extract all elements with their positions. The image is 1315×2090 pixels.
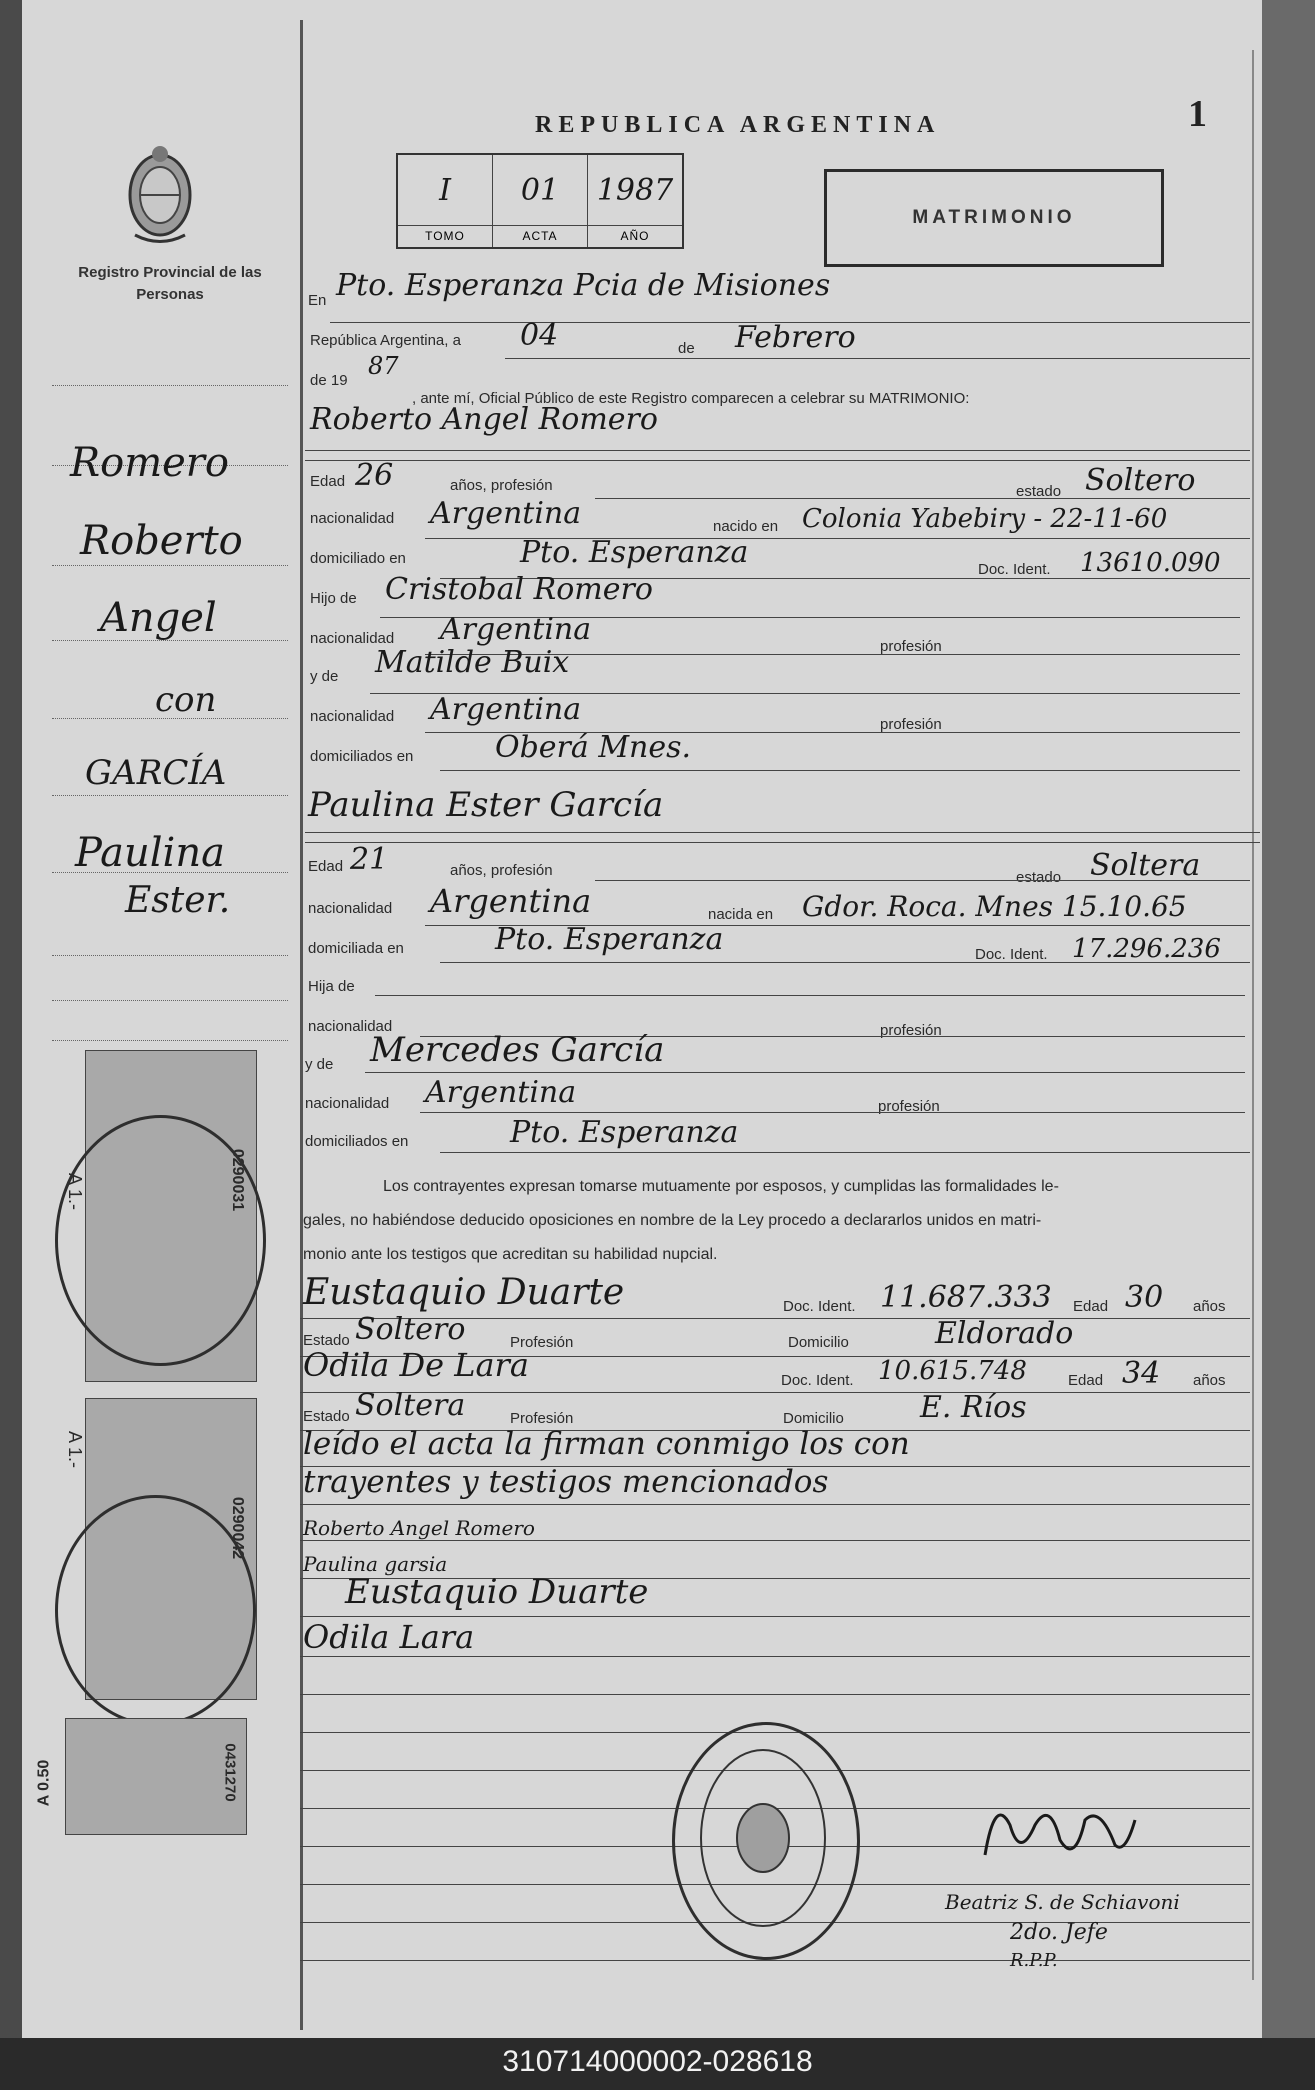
tax-stamp-1-value: A 1.- — [65, 1172, 86, 1211]
rule — [300, 1694, 1250, 1695]
tax-stamp-2-serial: 0290042 — [229, 1496, 247, 1560]
tomo-label: TOMO — [398, 225, 492, 243]
paragraph-line-1: Los contrayentes expresan tomarse mutuamente por esposos, y cumplidas las formalidades le- — [383, 1178, 1059, 1195]
label-doc-ident-bride: Doc. Ident. — [975, 946, 1048, 963]
official-signature-icon — [975, 1785, 1145, 1880]
label-w2-profesion: Profesión — [510, 1410, 574, 1427]
margin-rule — [52, 565, 288, 566]
label-domiciliados-bride: domiciliados en — [305, 1133, 409, 1150]
groom-mother-nationality: Argentina — [430, 692, 582, 727]
day-value: 04 — [520, 318, 559, 353]
margin-name-7: Ester. — [125, 880, 231, 921]
tax-stamp-3 — [35, 1718, 247, 1835]
rule — [420, 1112, 1245, 1113]
month-value: Febrero — [735, 320, 856, 355]
label-hijo-de: Hijo de — [310, 590, 357, 607]
rule — [375, 995, 1245, 996]
groom-mother: Matilde Buix — [375, 645, 570, 680]
signature-witness2: Odila Lara — [303, 1618, 475, 1656]
label-nacida-en: nacida en — [708, 906, 774, 923]
label-w1-domicilio: Domicilio — [788, 1334, 849, 1351]
bride-mother: Mercedes García — [370, 1030, 665, 1070]
margin-divider — [300, 20, 303, 2030]
acta-cell — [493, 155, 588, 247]
year-value: 87 — [368, 352, 399, 380]
margin-rule — [52, 955, 288, 956]
groom-birthplace: Colonia Yabebiry - 22-11-60 — [802, 504, 1168, 534]
margin-name-6: Paulina — [75, 830, 225, 876]
witness2-age: 34 — [1122, 1356, 1161, 1391]
label-padre-profesion: profesión — [880, 638, 942, 655]
label-anos-profesion: años, profesión — [450, 477, 553, 494]
margin-rule — [52, 795, 288, 796]
margin-name-4: con — [155, 680, 217, 720]
label-de-19: de 19 — [310, 372, 348, 389]
label-madre-nacionalidad: nacionalidad — [310, 708, 395, 725]
binding-edge — [0, 0, 22, 2038]
label-w1-estado: Estado — [303, 1332, 350, 1349]
groom-parents-address: Oberá Mnes. — [495, 730, 692, 765]
margin-name-5: GARCÍA — [85, 753, 227, 793]
rule — [300, 1656, 1250, 1657]
label-madre-profesion: profesión — [880, 716, 942, 733]
rule — [305, 450, 1250, 451]
bride-estado: Soltera — [1090, 848, 1201, 883]
rule — [595, 498, 1250, 499]
acta-label: ACTA — [493, 225, 587, 243]
label-estado: estado — [1016, 483, 1062, 500]
bride-age: 21 — [350, 842, 389, 877]
witness1-address: Eldorado — [935, 1316, 1074, 1351]
anio-value: 1987 — [596, 173, 674, 208]
label-estado-bride: estado — [1016, 869, 1062, 886]
label-padre-nacionalidad-bride: nacionalidad — [308, 1018, 393, 1035]
label-nacionalidad-bride: nacionalidad — [308, 900, 393, 917]
acta-value: 01 — [520, 173, 560, 208]
rule — [300, 1960, 1250, 1961]
groom-age: 26 — [355, 458, 394, 493]
rule — [440, 962, 1250, 963]
margin-rule — [52, 1040, 288, 1041]
rule — [365, 1072, 1245, 1073]
bride-mother-nationality: Argentina — [425, 1075, 577, 1110]
registry-seal-stamp-1-icon — [55, 1115, 266, 1366]
groom-father-nationality: Argentina — [440, 612, 592, 647]
bride-address: Pto. Esperanza — [495, 922, 724, 957]
label-w2-doc: Doc. Ident. — [781, 1372, 854, 1389]
groom-name: Roberto Angel Romero — [310, 402, 658, 437]
margin-name-1: Romero — [70, 440, 230, 486]
label-w1-doc: Doc. Ident. — [783, 1298, 856, 1315]
label-w2-estado: Estado — [303, 1408, 350, 1425]
label-nacionalidad: nacionalidad — [310, 510, 395, 527]
margin-name-3: Angel — [100, 595, 217, 641]
label-w2-domicilio: Domicilio — [783, 1410, 844, 1427]
label-w2-anos: años — [1193, 1372, 1226, 1389]
rule — [300, 1540, 1250, 1541]
label-y-de: y de — [310, 668, 339, 685]
label-domiciliados: domiciliados en — [310, 748, 414, 765]
margin-name-2: Roberto — [80, 518, 243, 564]
rule — [305, 832, 1260, 833]
witness2-name: Odila De Lara — [303, 1346, 529, 1384]
label-en: En — [308, 292, 327, 309]
label-w1-anos: años — [1193, 1298, 1226, 1315]
paragraph-line-2: gales, no habiéndose deducido oposiciones en nombre de la Ley procedo a declararlos unidos en matri- — [303, 1212, 1042, 1229]
groom-estado: Soltero — [1085, 463, 1196, 498]
signature-groom: Roberto Angel Romero — [303, 1516, 535, 1540]
registry-label: Registro Provincial de las Personas — [78, 264, 262, 303]
document-title: REPUBLICA ARGENTINA — [535, 112, 941, 138]
witness1-age: 30 — [1125, 1280, 1164, 1315]
tax-stamp-1-serial: 0290031 — [229, 1148, 247, 1212]
tax-stamp-3-value: A 0.50 — [35, 1759, 53, 1807]
registry-seal-icon — [672, 1722, 860, 1960]
margin-rule — [52, 385, 288, 386]
bride-parents-address: Pto. Esperanza — [510, 1115, 739, 1150]
label-comparecen: , ante mí, Oficial Público de este Registro comparecen a celebrar su MATRIMONIO: — [412, 390, 970, 407]
page-edge — [1262, 0, 1315, 2038]
groom-father: Cristobal Romero — [385, 572, 653, 607]
label-domiciliado: domiciliado en — [310, 550, 406, 567]
witness1-estado: Soltero — [355, 1312, 466, 1347]
bride-name: Paulina Ester García — [308, 785, 664, 825]
anio-cell — [588, 155, 682, 247]
label-republica: República Argentina, a — [310, 332, 461, 349]
label-y-de-bride: y de — [305, 1056, 334, 1073]
rule — [300, 1504, 1250, 1505]
groom-address: Pto. Esperanza — [520, 535, 749, 570]
rule — [440, 770, 1240, 771]
tax-stamp-3-serial: 0431270 — [221, 1743, 239, 1802]
witness1-name: Eustaquio Duarte — [303, 1272, 625, 1313]
coat-of-arms-icon — [125, 140, 195, 250]
anio-label: AÑO — [588, 225, 682, 243]
tomo-cell — [398, 155, 493, 247]
witness1-doc: 11.687.333 — [880, 1280, 1052, 1315]
official-name: Beatriz S. de Schiavoni — [945, 1890, 1180, 1914]
bride-doc: 17.296.236 — [1072, 934, 1221, 964]
bride-birthplace: Gdor. Roca. Mnes 15.10.65 — [802, 890, 1187, 923]
rule — [300, 1616, 1250, 1617]
signature-bride: Paulina garsia — [303, 1552, 448, 1576]
label-hija-de: Hija de — [308, 978, 355, 995]
label-domiciliada: domiciliada en — [308, 940, 404, 957]
bride-nationality: Argentina — [430, 882, 592, 920]
closing-line-2: trayentes y testigos mencionados — [303, 1464, 829, 1500]
witness2-estado: Soltera — [355, 1388, 466, 1423]
label-w1-edad: Edad — [1073, 1298, 1109, 1315]
closing-line-1: leído el acta la firman conmigo los con — [303, 1426, 910, 1462]
page-number: 1 — [1188, 93, 1207, 135]
rule — [305, 842, 1260, 843]
groom-doc: 13610.090 — [1080, 548, 1221, 578]
official-title: 2do. Jefe — [1010, 1920, 1108, 1945]
label-anos-profesion-bride: años, profesión — [450, 862, 553, 879]
rule — [595, 880, 1250, 881]
official-org: R.P.P. — [1010, 1950, 1058, 1971]
rule — [505, 358, 1250, 359]
label-nacido-en: nacido en — [713, 518, 779, 535]
acta-reference-box — [396, 153, 684, 249]
witness2-address: E. Ríos — [920, 1390, 1027, 1425]
tax-stamp-2-value: A 1.- — [65, 1430, 86, 1469]
right-margin-rule — [1252, 50, 1254, 1980]
margin-rule — [52, 1000, 288, 1001]
signature-witness1: Eustaquio Duarte — [345, 1572, 649, 1612]
label-madre-profesion-bride: profesión — [878, 1098, 940, 1115]
witness2-doc: 10.615.748 — [878, 1356, 1027, 1386]
tomo-value: I — [439, 173, 451, 208]
label-padre-nacionalidad: nacionalidad — [310, 630, 395, 647]
label-w1-profesion: Profesión — [510, 1334, 574, 1351]
record-type-box: MATRIMONIO — [824, 169, 1164, 267]
rule — [440, 1152, 1250, 1153]
label-padre-profesion-bride: profesión — [880, 1022, 942, 1039]
rule — [305, 460, 1250, 461]
paragraph-line-3: monio ante los testigos que acreditan su habilidad nupcial. — [303, 1246, 718, 1263]
label-edad: Edad — [310, 473, 346, 490]
label-edad-bride: Edad — [308, 858, 344, 875]
label-w2-edad: Edad — [1068, 1372, 1104, 1389]
barcode-number: 310714000002-028618 — [502, 2045, 813, 2078]
label-doc-ident: Doc. Ident. — [978, 561, 1051, 578]
place-value: Pto. Esperanza Pcia de Misiones — [336, 268, 831, 303]
groom-nationality: Argentina — [430, 496, 582, 531]
label-de: de — [678, 340, 695, 357]
label-madre-nacionalidad-bride: nacionalidad — [305, 1095, 390, 1112]
registry-seal-stamp-2-icon — [55, 1495, 256, 1726]
